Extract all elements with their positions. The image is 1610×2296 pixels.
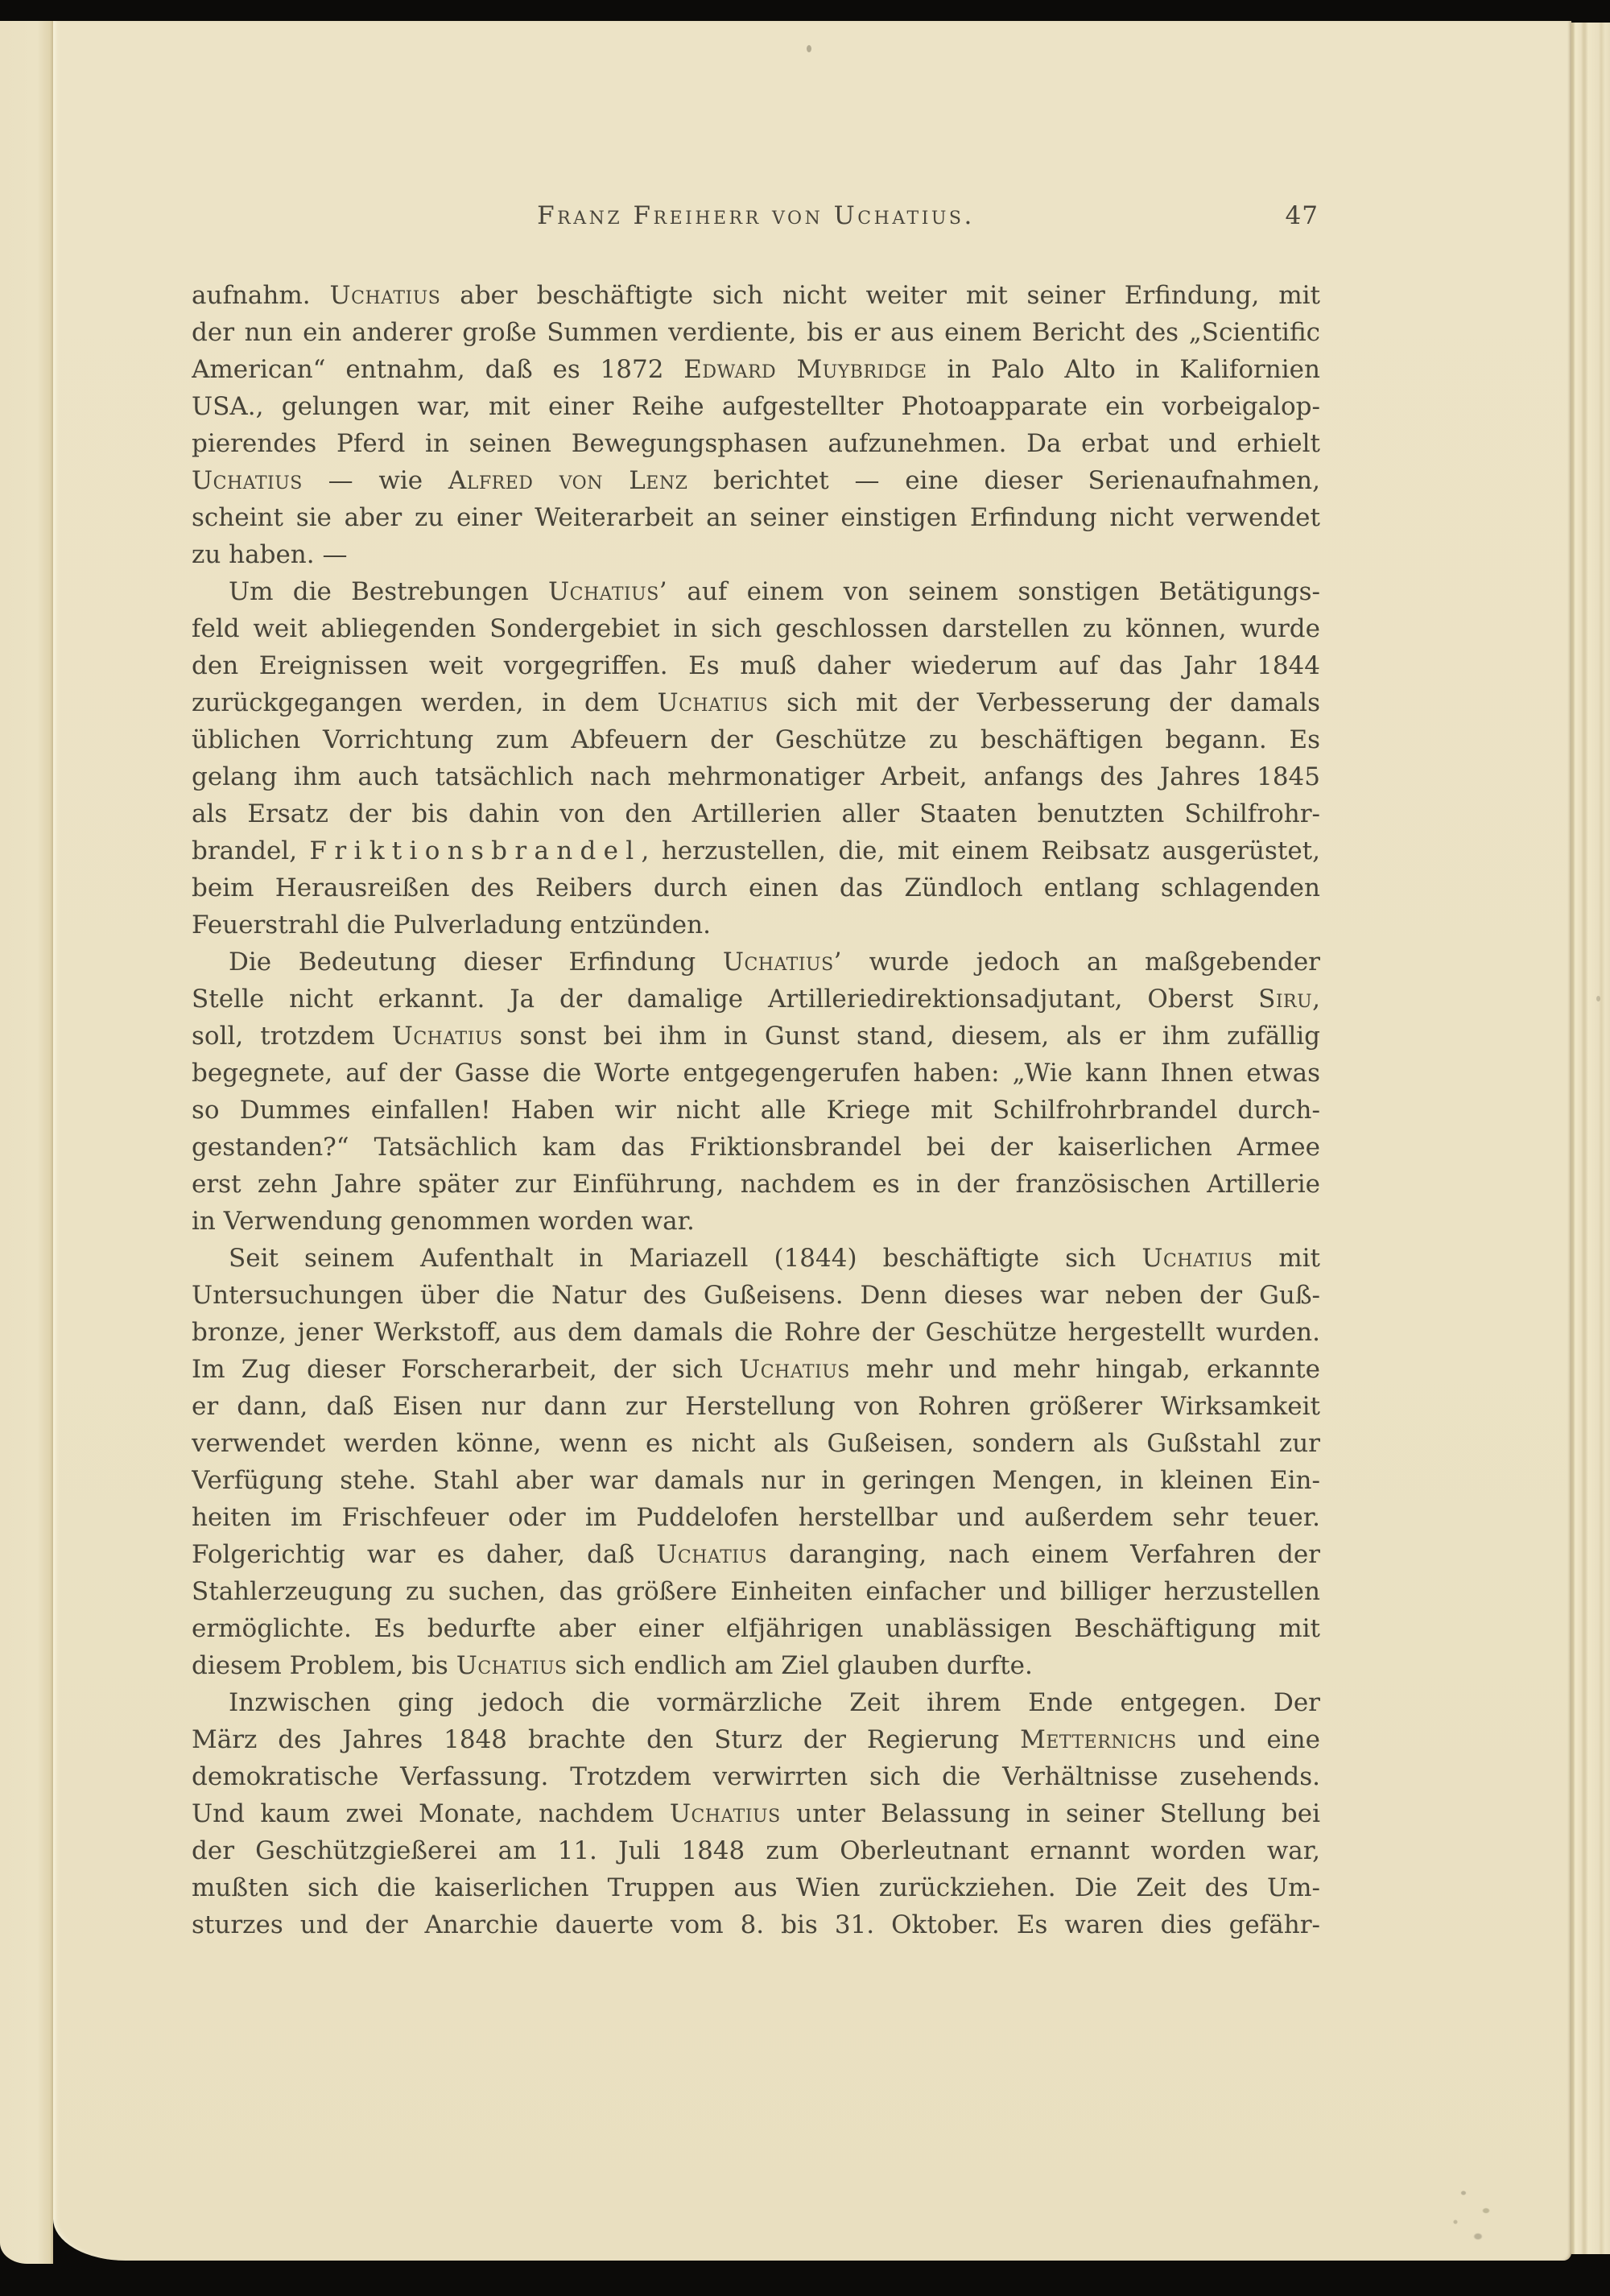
- text-line: [192, 1388, 1320, 1425]
- text-line: [192, 1092, 1320, 1129]
- text-line: [192, 1018, 1320, 1055]
- scan-smudge: [1439, 2183, 1512, 2251]
- smallcaps-name: Edward Muybridge: [683, 355, 927, 384]
- text-segment: Im Zug dieser Forscherarbeit, der sich: [192, 1355, 740, 1384]
- text-line: [192, 832, 1320, 869]
- text-segment: in Palo Alto in Kalifornien: [927, 355, 1320, 384]
- text-segment: verwendet werden könne, wenn es nicht als Gußeisen, sondern als Gußstahl zur: [192, 1429, 1320, 1458]
- text-segment: Folgerichtig war es daher, daß: [192, 1540, 657, 1569]
- smallcaps-name: Uchatius: [391, 1022, 503, 1051]
- text-segment: Seit seinem Aufenthalt in Mariazell (1844) beschäftigte sich: [229, 1244, 1142, 1273]
- text-segment: brandel,: [192, 836, 310, 865]
- text-line: [192, 1277, 1320, 1314]
- text-segment: feld weit abliegenden Sondergebiet in sich geschlossen darstellen zu können, wurde: [192, 614, 1320, 643]
- text-segment: Inzwischen ging jedoch die vormärzliche Zeit ihrem Ende entgegen. Der: [229, 1688, 1320, 1717]
- text-segment: daranging, nach einem Verfahren der: [767, 1540, 1320, 1569]
- text-line: [192, 1425, 1320, 1462]
- text-segment: beim Herausreißen des Reibers durch einen das Zündloch entlang schlagenden: [192, 873, 1320, 902]
- text-segment: aufnahm.: [192, 281, 330, 310]
- text-segment: üblichen Vorrichtung zum Abfeuern der Geschütze zu beschäftigen begann. Es: [192, 725, 1320, 754]
- text-segment: , herzustellen, die, mit einem Reibsatz ausgerüstet,: [641, 836, 1320, 865]
- text-segment: als Ersatz der bis dahin von den Artillerien aller Staaten benutzten Schilfrohr-: [192, 799, 1320, 828]
- text-line: [192, 1314, 1320, 1351]
- smallcaps-name: Uchatius: [192, 466, 303, 495]
- text-line: [192, 1869, 1320, 1906]
- text-segment: in Verwendung genommen worden war.: [192, 1207, 695, 1236]
- text-segment: gelang ihm auch tatsächlich nach mehrmonatiger Arbeit, anfangs des Jahres 1845: [192, 762, 1320, 791]
- text-line: [192, 1647, 1320, 1684]
- text-line: [192, 1758, 1320, 1795]
- text-line: [192, 1129, 1320, 1166]
- text-segment: sich endlich am Ziel glauben durfte.: [567, 1651, 1033, 1680]
- text-line: [192, 684, 1320, 721]
- text-line: [192, 944, 1320, 981]
- text-segment: Stahlerzeugung zu suchen, das größere Einheiten einfacher und billiger herzustellen: [192, 1577, 1320, 1606]
- text-line: [192, 388, 1320, 425]
- text-line: [192, 499, 1320, 536]
- text-segment: Und kaum zwei Monate, nachdem: [192, 1799, 670, 1828]
- text-segment: ,: [1312, 985, 1320, 1014]
- text-line: [192, 1832, 1320, 1869]
- text-line: [192, 1536, 1320, 1573]
- smallcaps-name: Siru: [1258, 985, 1313, 1014]
- text-line: [192, 1721, 1320, 1758]
- text-segment: Die Bedeutung dieser Erfindung: [229, 948, 723, 977]
- body-text: [192, 277, 1320, 1943]
- text-segment: begegnete, auf der Gasse die Worte entgegengerufen haben: „Wie kann Ihnen etwas: [192, 1059, 1320, 1088]
- text-line: [192, 981, 1320, 1018]
- text-segment: Verfügung stehe. Stahl aber war damals nur in geringen Mengen, in kleinen Ein-: [192, 1466, 1320, 1495]
- text-segment: auf einem von seinem sonstigen Betätigungs-: [667, 577, 1320, 606]
- text-segment: mußten sich die kaiserlichen Truppen aus Wien zurückziehen. Die Zeit des Um-: [192, 1873, 1320, 1902]
- text-line: [192, 1610, 1320, 1647]
- page-header: [192, 201, 1320, 238]
- text-segment: mit: [1253, 1244, 1320, 1273]
- text-line: [192, 1795, 1320, 1832]
- text-segment: Stelle nicht erkannt. Ja der damalige Artilleriedirektionsadjutant, Oberst: [192, 985, 1259, 1014]
- text-segment: sturzes und der Anarchie dauerte vom 8. bis 31. Oktober. Es waren dies gefähr-: [192, 1910, 1320, 1939]
- text-segment: — wie: [302, 466, 448, 495]
- smallcaps-name: Uchatius’: [547, 577, 668, 606]
- smallcaps-name: Uchatius: [456, 1651, 568, 1680]
- text-segment: erst zehn Jahre später zur Einführung, nachdem es in der französischen Artillerie: [192, 1170, 1320, 1199]
- smallcaps-name: Uchatius: [739, 1355, 850, 1384]
- scan-speck: [807, 45, 811, 52]
- text-line: [192, 573, 1320, 610]
- text-segment: gestanden?“ Tatsächlich kam das Friktionsbrandel bei der kaiserlichen Armee: [192, 1133, 1320, 1162]
- text-line: [192, 1166, 1320, 1203]
- text-line: [192, 869, 1320, 906]
- text-line: [192, 1499, 1320, 1536]
- text-segment: soll, trotzdem: [192, 1022, 392, 1051]
- text-segment: Feuerstrahl die Pulverladung entzünden.: [192, 911, 711, 939]
- text-line: [192, 1573, 1320, 1610]
- text-segment: zu haben. —: [192, 540, 348, 569]
- text-segment: er dann, daß Eisen nur dann zur Herstellung von Rohren größerer Wirksamkeit: [192, 1392, 1320, 1421]
- text-line: [192, 314, 1320, 351]
- text-line: [192, 1462, 1320, 1499]
- running-title: Franz Freiherr von Uchatius.: [537, 201, 975, 230]
- text-line: [192, 1684, 1320, 1721]
- text-line: [192, 758, 1320, 795]
- text-line: [192, 795, 1320, 832]
- text-segment: zurückgegangen werden, in dem: [192, 688, 658, 717]
- text-line: [192, 1203, 1320, 1240]
- text-segment: mehr und mehr hingab, erkannte: [849, 1355, 1320, 1384]
- smallcaps-name: Uchatius’: [722, 948, 842, 977]
- text-segment: den Ereignissen weit vorgegriffen. Es muß daher wiederum auf das Jahr 1844: [192, 651, 1320, 680]
- scan-speck: [1596, 996, 1600, 1001]
- letterspaced-term: Friktionsbrandel: [309, 836, 642, 865]
- text-line: [192, 721, 1320, 758]
- text-line: [192, 462, 1320, 499]
- text-line: [192, 1906, 1320, 1943]
- text-segment: sonst bei ihm in Gunst stand, diesem, als er ihm zufällig: [502, 1022, 1320, 1051]
- text-line: [192, 425, 1320, 462]
- text-segment: unter Belassung in seiner Stellung bei: [780, 1799, 1320, 1828]
- text-line: [192, 610, 1320, 647]
- text-line: [192, 906, 1320, 944]
- smallcaps-name: Uchatius: [329, 281, 441, 310]
- smallcaps-name: Metternichs: [1020, 1725, 1177, 1754]
- text-segment: heiten im Frischfeuer oder im Puddelofen herstellbar und außerdem sehr teuer.: [192, 1503, 1320, 1532]
- text-segment: ermöglichte. Es bedurfte aber einer elfjährigen unablässigen Beschäftigung mit: [192, 1614, 1320, 1643]
- gutter-page-edge: [0, 21, 53, 2264]
- text-segment: März des Jahres 1848 brachte den Sturz der Regierung: [192, 1725, 1021, 1754]
- text-segment: so Dummes einfallen! Haben wir nicht alle Kriege mit Schilfrohrbrandel durch-: [192, 1096, 1320, 1125]
- text-line: [192, 1055, 1320, 1092]
- text-segment: Um die Bestrebungen: [229, 577, 548, 606]
- text-segment: der nun ein anderer große Summen verdiente, bis er aus einem Bericht des „Scientific: [192, 318, 1320, 347]
- text-segment: demokratische Verfassung. Trotzdem verwirrten sich die Verhältnisse zusehends.: [192, 1762, 1320, 1791]
- text-segment: aber beschäftigte sich nicht weiter mit seiner Erfindung, mit: [440, 281, 1320, 310]
- text-line: [192, 536, 1320, 573]
- smallcaps-name: Uchatius: [656, 1540, 768, 1569]
- text-segment: American“ entnahm, daß es 1872: [192, 355, 684, 384]
- text-segment: pierendes Pferd in seinen Bewegungsphasen aufzunehmen. Da erbat und erhielt: [192, 429, 1320, 458]
- text-segment: scheint sie aber zu einer Weiterarbeit an seiner einstigen Erfindung nicht verwendet: [192, 503, 1320, 532]
- fore-edge-pages: [1571, 23, 1610, 2254]
- text-segment: Untersuchungen über die Natur des Gußeisens. Denn dieses war neben der Guß-: [192, 1281, 1320, 1310]
- text-segment: diesem Problem, bis: [192, 1651, 456, 1680]
- smallcaps-name: Uchatius: [669, 1799, 781, 1828]
- text-segment: der Geschützgießerei am 11. Juli 1848 zum Oberleutnant ernannt worden war,: [192, 1836, 1320, 1865]
- text-line: [192, 647, 1320, 684]
- text-segment: berichtet — eine dieser Serienaufnahmen,: [687, 466, 1320, 495]
- smallcaps-name: Uchatius: [657, 688, 769, 717]
- smallcaps-name: Uchatius: [1141, 1244, 1253, 1273]
- smallcaps-name: Alfred von Lenz: [448, 466, 688, 495]
- text-segment: sich mit der Verbesserung der damals: [768, 688, 1320, 717]
- text-line: [192, 1351, 1320, 1388]
- text-line: [192, 277, 1320, 314]
- text-segment: USA., gelungen war, mit einer Reihe aufgestellter Photoapparate ein vorbeigalop-: [192, 392, 1320, 421]
- page-number: 47: [1285, 201, 1319, 230]
- text-line: [192, 1240, 1320, 1277]
- text-line: [192, 351, 1320, 388]
- text-segment: bronze, jener Werkstoff, aus dem damals die Rohre der Geschütze hergestellt wurden.: [192, 1318, 1320, 1347]
- text-segment: wurde jedoch an maßgebender: [842, 948, 1320, 977]
- text-segment: und eine: [1176, 1725, 1320, 1754]
